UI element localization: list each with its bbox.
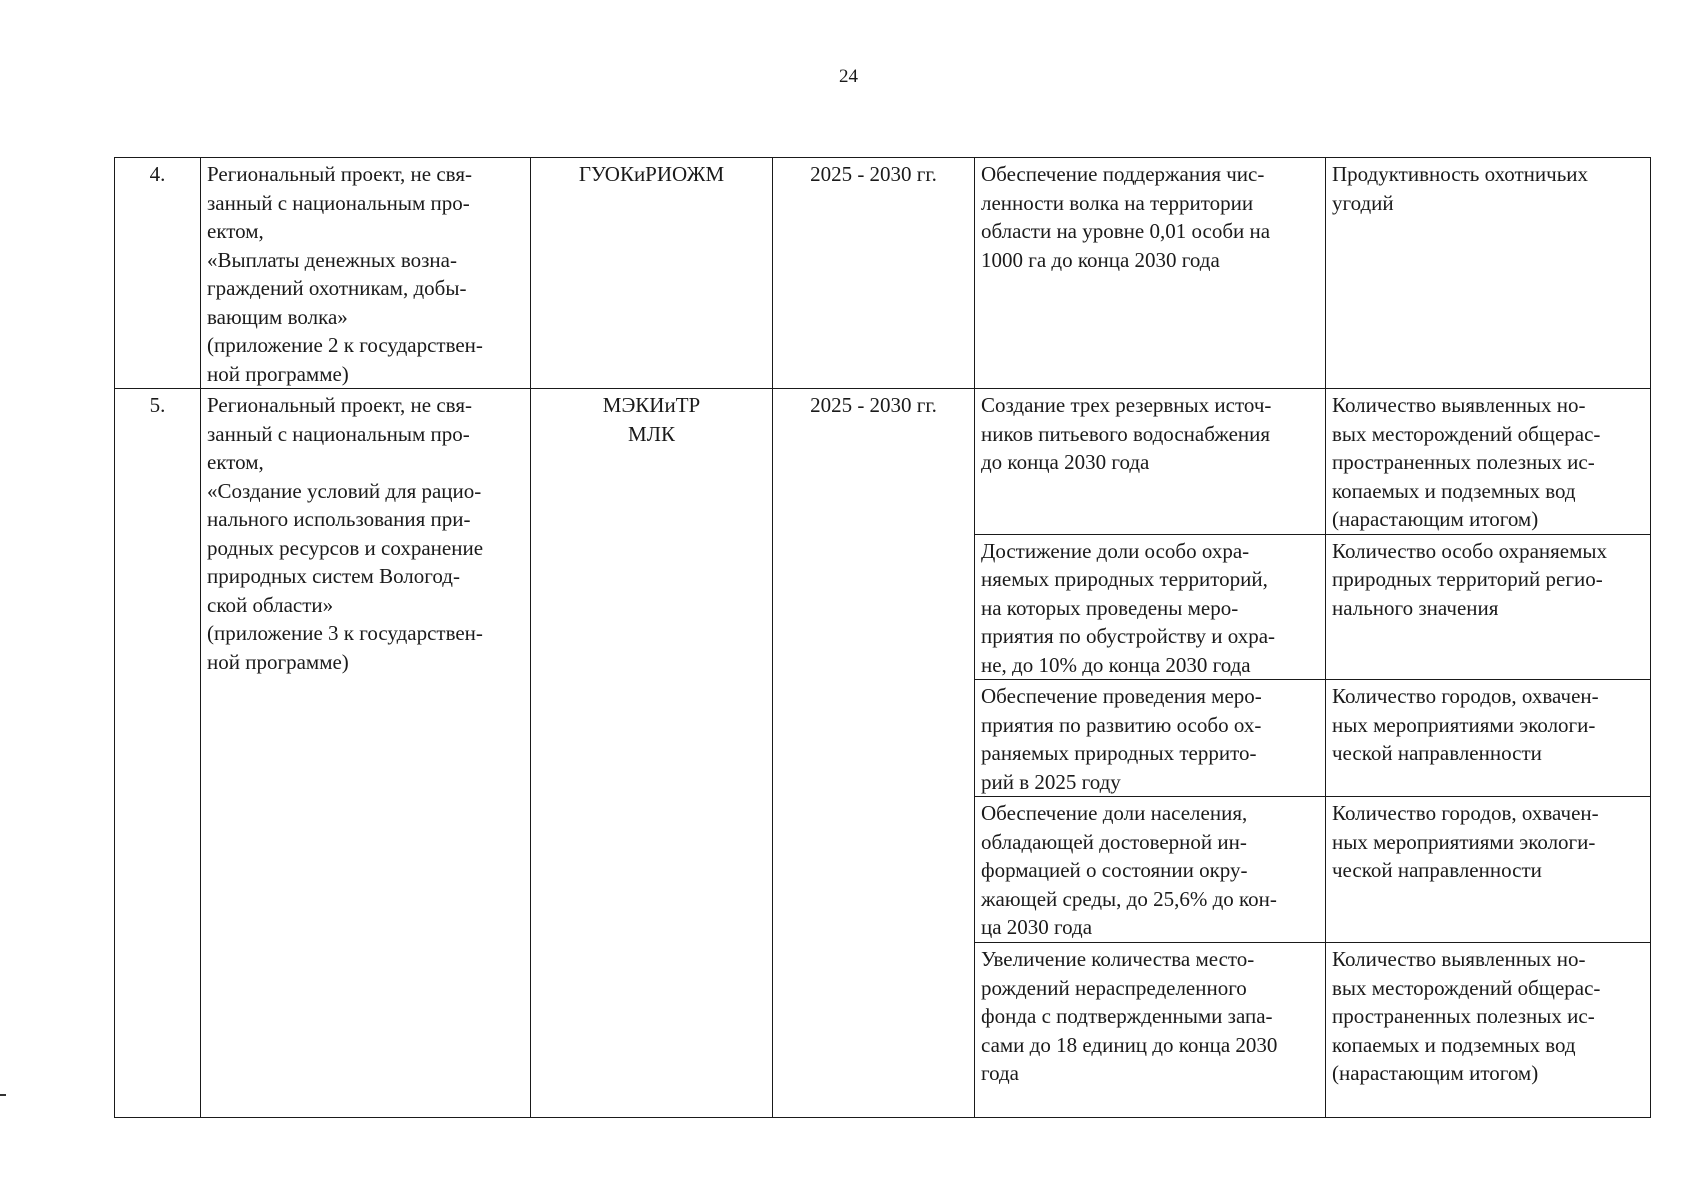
- indicator-cell: Количество выявленных но- вых месторождений общерас- пространенных полезных ис- копаемых и подземных вод (нарастающим итогом): [1326, 389, 1651, 535]
- page-number: 24: [839, 66, 858, 87]
- indicator-cell: Количество городов, охвачен- ных мероприятиями экологи- ческой направленности: [1326, 680, 1651, 797]
- period-cell: 2025 - 2030 гг.: [773, 158, 975, 389]
- task-cell: Создание трех резервных источ- ников питьевого водоснабжения до конца 2030 года: [975, 389, 1326, 535]
- project-name-cell: Региональный проект, не свя- занный с национальным про- ектом, «Выплаты денежных возна- граждений охотникам, добы- вающим волка» (приложение 2 к государствен- ной программе): [201, 158, 531, 389]
- indicator-cell: Количество особо охраняемых природных территорий регио- нального значения: [1326, 534, 1651, 680]
- task-cell: Обеспечение проведения меро- приятия по развитию особо ох- раняемых природных террито- рий в 2025 году: [975, 680, 1326, 797]
- table-row: [115, 389, 1651, 535]
- indicator-cell: Продуктивность охотничьих угодий: [1326, 158, 1651, 389]
- row-number: 4.: [115, 158, 201, 389]
- indicator-cell: Количество городов, охвачен- ных мероприятиями экологи- ческой направленности: [1326, 797, 1651, 943]
- indicator-cell: Количество выявленных но- вых месторождений общерас- пространенных полезных ис- копаемых и подземных вод (нарастающим итогом): [1326, 943, 1651, 1118]
- scan-edge-mark: [0, 1094, 6, 1096]
- program-structure-table: [114, 157, 1651, 1118]
- task-cell: Достижение доли особо охра- няемых природных территорий, на которых проведены меро- приятия по обустройству и охра- не, до 10% до конца 2030 года: [975, 534, 1326, 680]
- task-cell: Увеличение количества место- рождений нераспределенного фонда с подтвержденными запа- сами до 18 единиц до конца 2030 года: [975, 943, 1326, 1118]
- task-cell: Обеспечение доли населения, обладающей достоверной ин- формацией о состоянии окру- жающей среды, до 25,6% до кон- ца 2030 года: [975, 797, 1326, 943]
- table-row: [115, 158, 1651, 389]
- row-number: 5.: [115, 389, 201, 1118]
- responsible-cell: МЭКИиТР МЛК: [531, 389, 773, 1118]
- period-cell: 2025 - 2030 гг.: [773, 389, 975, 1118]
- task-cell: Обеспечение поддержания чис- ленности волка на территории области на уровне 0,01 особи на 1000 га до конца 2030 года: [975, 158, 1326, 389]
- project-name-cell: Региональный проект, не свя- занный с национальным про- ектом, «Создание условий для рацио- нального использования при- родных ресурсов и сохранение природных систем Вологод- ской области» (приложение 3 к государствен- ной программе): [201, 389, 531, 1118]
- responsible-cell: ГУОКиРИОЖМ: [531, 158, 773, 389]
